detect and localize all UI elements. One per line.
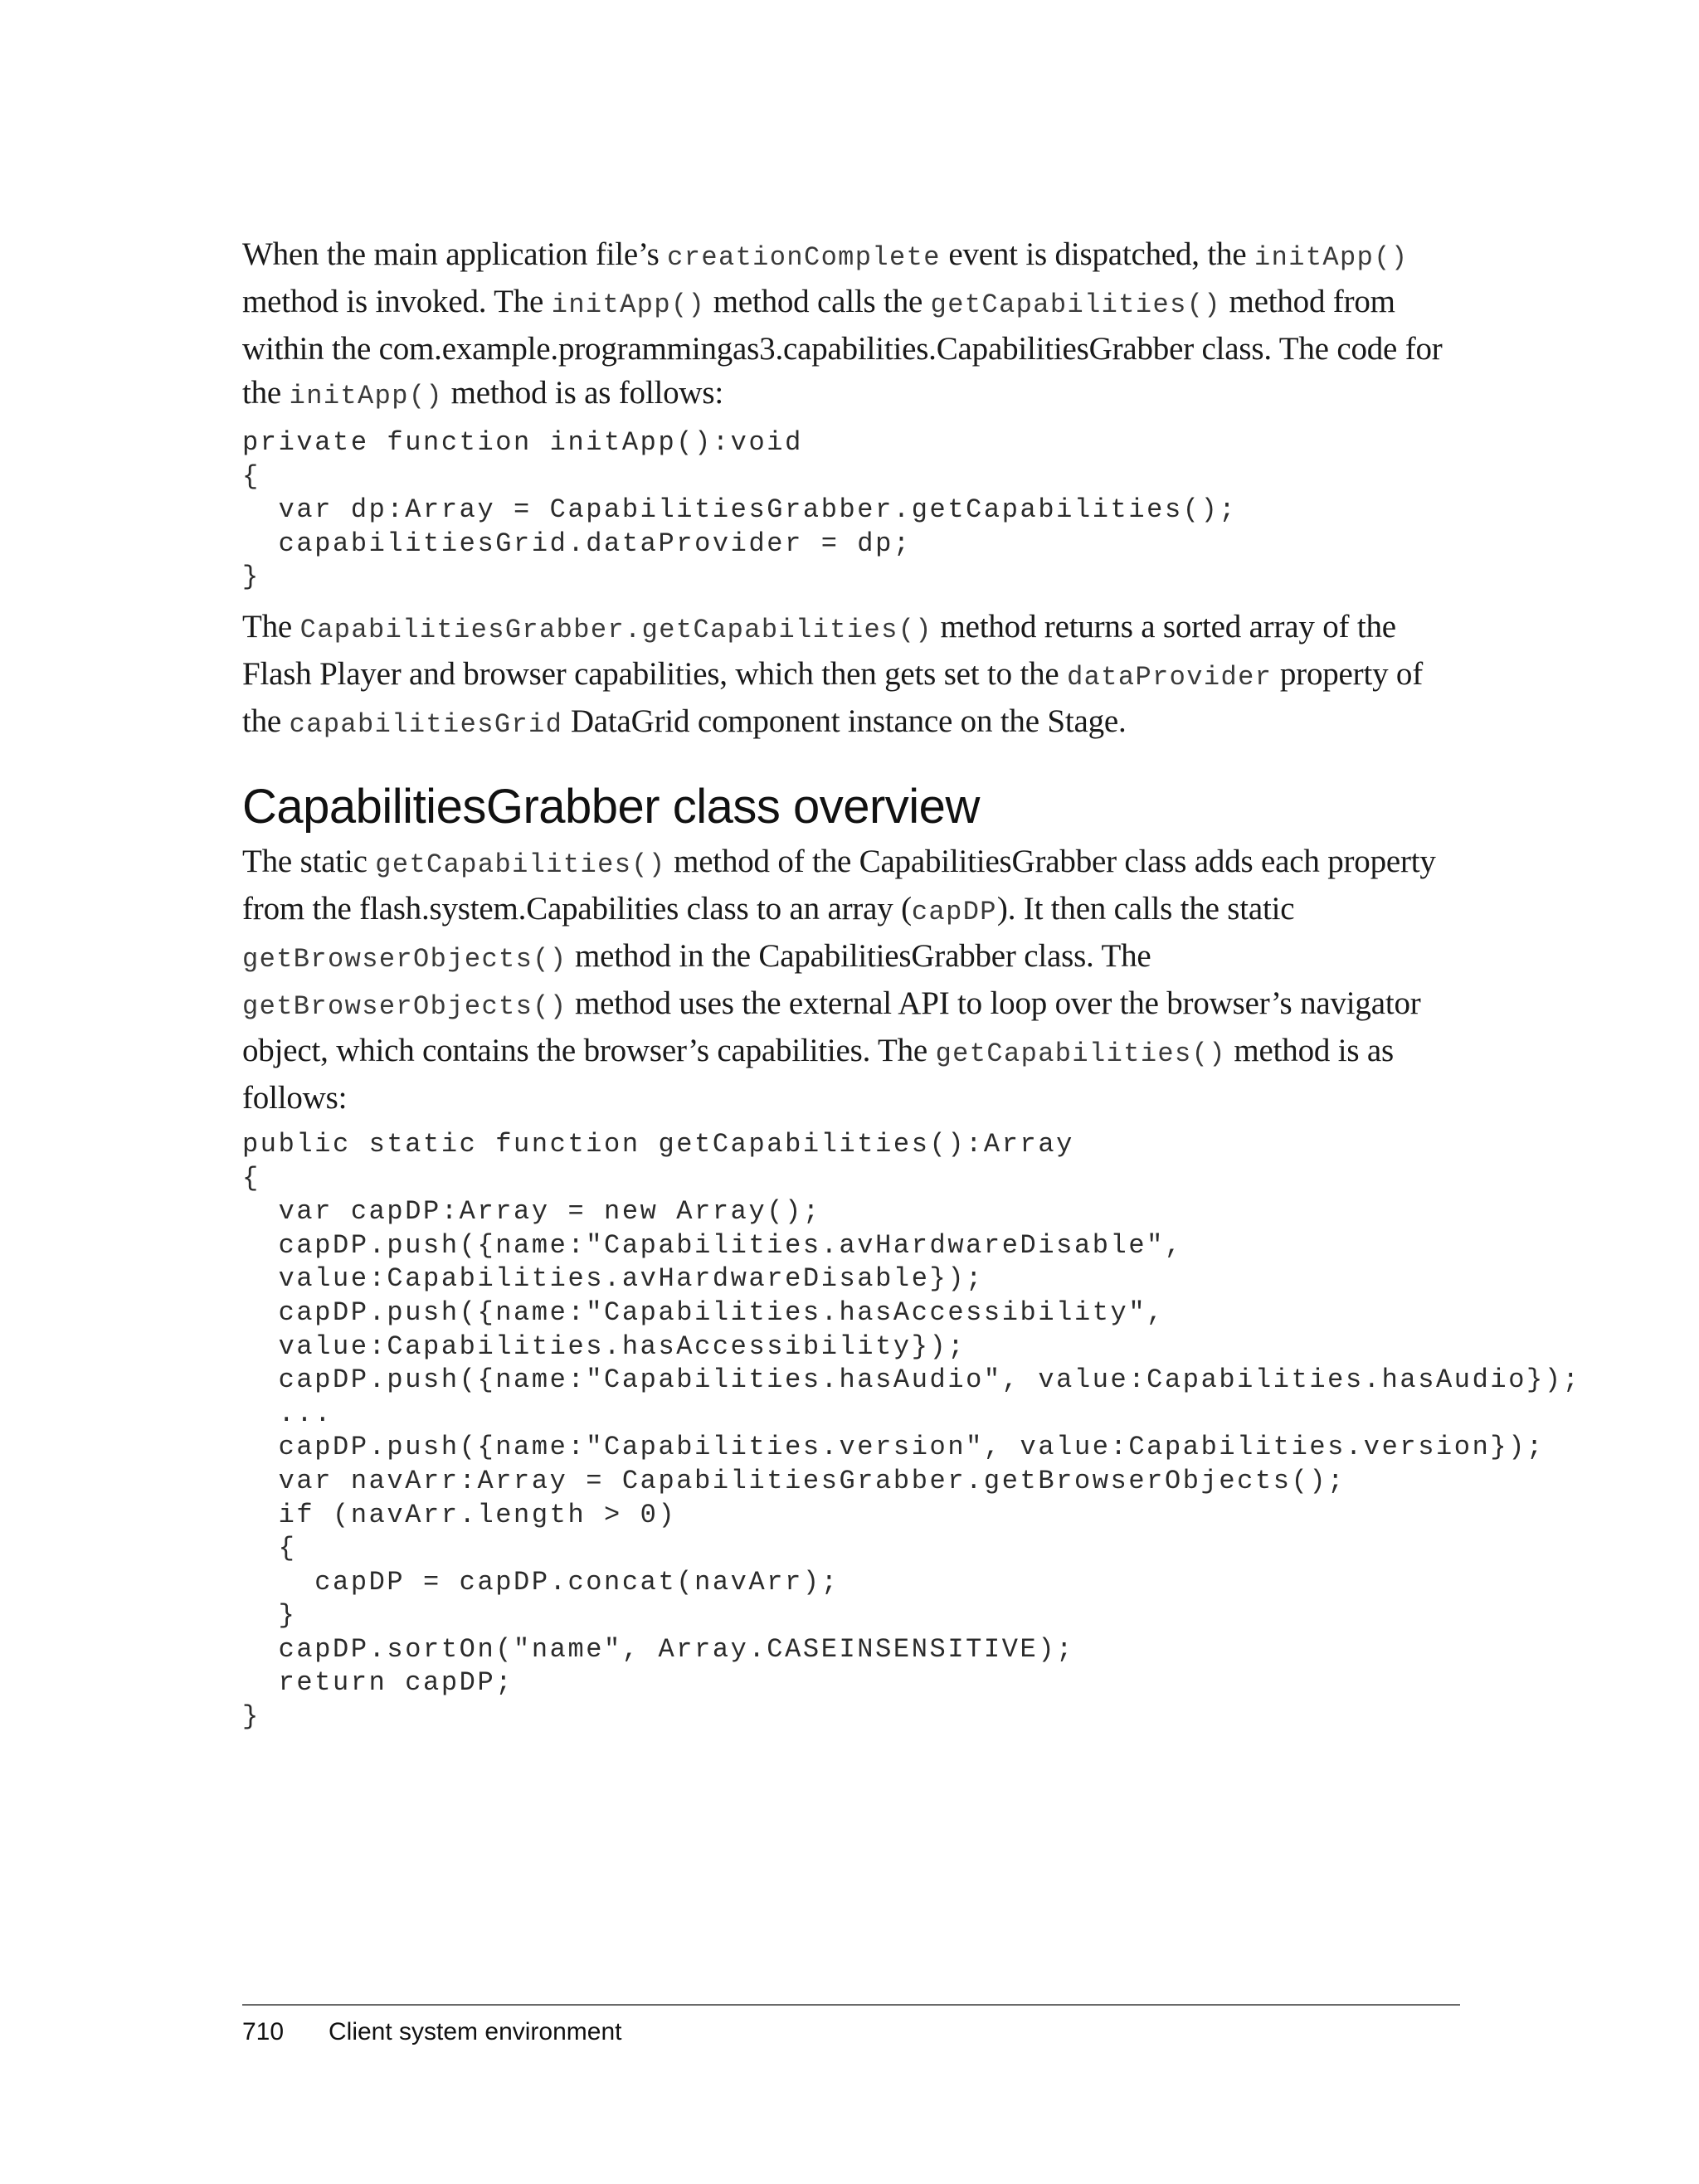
inline-code: getCapabilities(): [930, 289, 1221, 320]
paragraph-text: DataGrid component instance on the Stage.: [562, 703, 1127, 739]
code-block-get-capabilities: public static function getCapabilities():Array { var capDP:Array = new Array(); capDP.push({name:"Capabilities.avHardwareDisable", value:Capabilities.avHardwareDisable}); capDP.push({name:"Capabilities.hasAccessibility", value:Capabilities.hasAccessibility}); capDP.push({name:"Capabilities.hasAudio", value:Capabilities.hasAudio}); ... capDP.push({name:"Capabilities.version", value:Capabilities.version}); var navArr:Array = CapabilitiesGrabber.getBrowserObjects(); if (navArr.length > 0) { capDP = capDP.concat(navArr); } capDP.sortOn("name", Array.CASEINSENSITIVE); return capDP; }: [242, 1128, 1581, 1733]
paragraph-text: method is invoked. The: [242, 284, 552, 319]
paragraph-text: ). It then calls the static: [996, 890, 1295, 927]
paragraph-text: method of the CapabilitiesGrabber class adds each property from the flash.system.Capabilities class to an array (: [242, 843, 1436, 927]
page-footer: [242, 2016, 621, 2049]
paragraph-get-capabilities-overview: [242, 839, 1460, 1120]
paragraph-text: When the main application file’s: [242, 236, 668, 272]
paragraph-text: method uses the external API to loop over the browser’s navigator object, which contains the browser’s capabilities. The: [242, 985, 1421, 1068]
paragraph-text: method in the CapabilitiesGrabber class. The: [567, 937, 1151, 974]
inline-code: creationComplete: [667, 242, 941, 273]
chapter-title: Client system environment: [329, 2018, 622, 2045]
paragraph-text: method is as follows:: [443, 375, 723, 411]
paragraph-text: method is as follows:: [242, 1032, 1394, 1116]
inline-code: initApp(): [1254, 242, 1409, 273]
section-heading: CapabilitiesGrabber class overview: [242, 779, 980, 834]
inline-code: initApp(): [551, 289, 706, 320]
paragraph-text: The: [242, 608, 300, 644]
page-number: 710: [242, 2018, 285, 2045]
inline-code: initApp(): [289, 381, 444, 411]
inline-code: getBrowserObjects(): [242, 943, 567, 975]
paragraph-capabilities-grabber-return: [242, 605, 1460, 747]
paragraph-text: method calls the: [705, 284, 931, 319]
inline-code: getCapabilities(): [375, 849, 666, 880]
paragraph-text: method from within the com.example.programmingas3.capabilities.CapabilitiesGrabber class. The code for the: [242, 284, 1443, 411]
paragraph-text: method returns a sorted array of the Flash Player and browser capabilities, which then gets set to the: [242, 608, 1396, 692]
paragraph-init-app-intro: [242, 232, 1460, 418]
paragraph-text: property of the: [242, 655, 1424, 739]
inline-code: capabilitiesGrid: [289, 708, 563, 740]
paragraph-text: The static: [242, 843, 376, 879]
inline-code: CapabilitiesGrabber.getCapabilities(): [299, 614, 932, 645]
footer-divider: [242, 2004, 1460, 2006]
inline-code: getBrowserObjects(): [242, 990, 567, 1022]
inline-code: capDP: [911, 896, 997, 927]
page-content: [242, 232, 1581, 1734]
code-block-init-app: private function initApp():void { var dp:Array = CapabilitiesGrabber.getCapabilities(); capabilitiesGrid.dataProvider = dp; }: [242, 427, 1238, 593]
inline-code: getCapabilities(): [935, 1038, 1226, 1069]
paragraph-text: event is dispatched, the: [940, 236, 1255, 272]
inline-code: dataProvider: [1067, 661, 1273, 693]
